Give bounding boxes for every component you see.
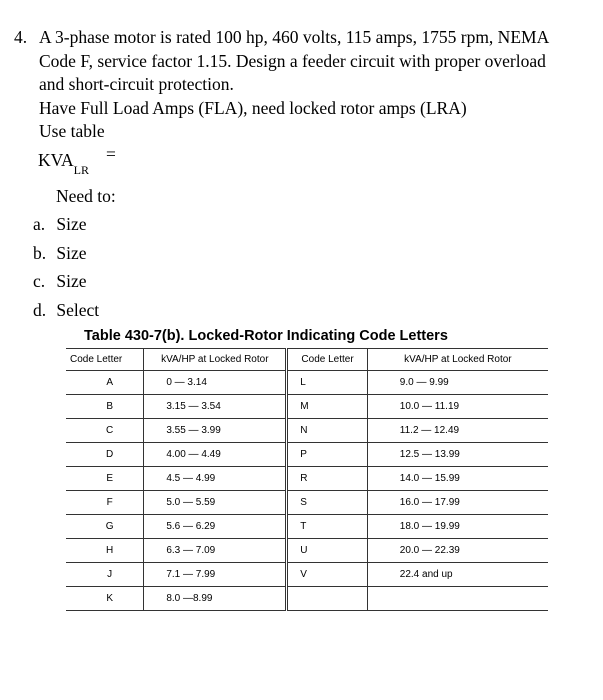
cell-code-letter: A <box>66 371 144 395</box>
list-item <box>33 242 99 271</box>
cell-kva-range: 4.00 — 4.49 <box>144 443 287 467</box>
problem-statement <box>14 26 599 144</box>
cell-code-letter: N <box>287 419 367 443</box>
cell-kva-range <box>367 587 548 611</box>
equals-sign: = <box>106 144 116 164</box>
problem-body <box>39 26 599 144</box>
cell-code-letter: E <box>66 467 144 491</box>
list-item <box>33 270 99 299</box>
cell-kva-range: 12.5 — 13.99 <box>367 443 548 467</box>
cell-code-letter: G <box>66 515 144 539</box>
problem-line: Have Full Load Amps (FLA), need locked rotor amps (LRA) <box>39 97 467 118</box>
kva-formula <box>38 144 116 177</box>
table-header-row <box>66 349 548 371</box>
problem-number: 4. <box>14 27 28 47</box>
cell-kva-range: 0 — 3.14 <box>144 371 287 395</box>
table-row <box>66 563 548 587</box>
step-letter: b. <box>33 242 47 263</box>
cell-kva-range: 7.1 — 7.99 <box>144 563 287 587</box>
cell-code-letter: H <box>66 539 144 563</box>
step-text: Size <box>56 214 87 234</box>
cell-code-letter: S <box>287 491 367 515</box>
table-row <box>66 371 548 395</box>
cell-code-letter: C <box>66 419 144 443</box>
cell-code-letter: T <box>287 515 367 539</box>
cell-kva-range: 5.0 — 5.59 <box>144 491 287 515</box>
table-title: Table 430-7(b). Locked-Rotor Indicating Code Letters <box>84 328 448 344</box>
problem-line: and short-circuit protection. <box>39 74 234 94</box>
cell-code-letter: F <box>66 491 144 515</box>
table-row <box>66 539 548 563</box>
cell-kva-range: 3.15 — 3.54 <box>144 395 287 419</box>
cell-kva-range: 20.0 — 22.39 <box>367 539 548 563</box>
code-letter-table <box>66 348 548 611</box>
cell-code-letter: K <box>66 587 144 611</box>
header-code-letter: Code Letter <box>66 349 144 371</box>
header-kva-hp: kVA/HP at Locked Rotor <box>367 349 548 371</box>
step-letter: a. <box>33 214 46 234</box>
table-row <box>66 395 548 419</box>
cell-kva-range: 11.2 — 12.49 <box>367 419 548 443</box>
cell-kva-range: 3.55 — 3.99 <box>144 419 287 443</box>
cell-code-letter: L <box>287 371 367 395</box>
header-code-letter: Code Letter <box>287 349 367 371</box>
table-row <box>66 419 548 443</box>
cell-kva-range: 14.0 — 15.99 <box>367 467 548 491</box>
cell-kva-range: 5.6 — 6.29 <box>144 515 287 539</box>
table-row <box>66 515 548 539</box>
need-to-label: Need to: <box>56 186 116 206</box>
cell-code-letter: R <box>287 467 367 491</box>
cell-kva-range: 9.0 — 9.99 <box>367 371 548 395</box>
list-item <box>33 299 99 328</box>
table-row <box>66 443 548 467</box>
step-letter: d. <box>33 299 47 320</box>
step-letter: c. <box>33 271 46 292</box>
kva-subscript: LR <box>73 163 90 177</box>
problem-line: Code F, service factor 1.15. Design a feeder circuit with proper overload <box>39 50 546 71</box>
cell-code-letter: J <box>66 563 144 587</box>
header-kva-hp: kVA/HP at Locked Rotor <box>144 349 287 371</box>
cell-code-letter: V <box>287 563 367 587</box>
cell-code-letter: U <box>287 539 367 563</box>
steps-list <box>33 213 99 327</box>
problem-line: A 3-phase motor is rated 100 hp, 460 volts, 115 amps, 1755 rpm, NEMA <box>39 27 550 47</box>
cell-kva-range: 22.4 and up <box>367 563 548 587</box>
step-text: Select <box>56 299 100 320</box>
list-item <box>33 213 99 242</box>
cell-code-letter: M <box>287 395 367 419</box>
table-row <box>66 467 548 491</box>
step-text: Size <box>56 271 87 292</box>
kva-symbol: KVA <box>38 150 74 170</box>
cell-kva-range: 4.5 — 4.99 <box>144 467 287 491</box>
table-row <box>66 491 548 515</box>
cell-kva-range: 18.0 — 19.99 <box>367 515 548 539</box>
step-text: Size <box>56 242 87 263</box>
cell-kva-range: 10.0 — 11.19 <box>367 395 548 419</box>
table-row <box>66 587 548 611</box>
problem-line: Use table <box>39 121 105 141</box>
table-body <box>66 371 548 611</box>
cell-kva-range: 16.0 — 17.99 <box>367 491 548 515</box>
cell-kva-range: 6.3 — 7.09 <box>144 539 287 563</box>
cell-code-letter <box>287 587 367 611</box>
cell-code-letter: D <box>66 443 144 467</box>
cell-code-letter: P <box>287 443 367 467</box>
cell-code-letter: B <box>66 395 144 419</box>
cell-kva-range: 8.0 —8.99 <box>144 587 287 611</box>
